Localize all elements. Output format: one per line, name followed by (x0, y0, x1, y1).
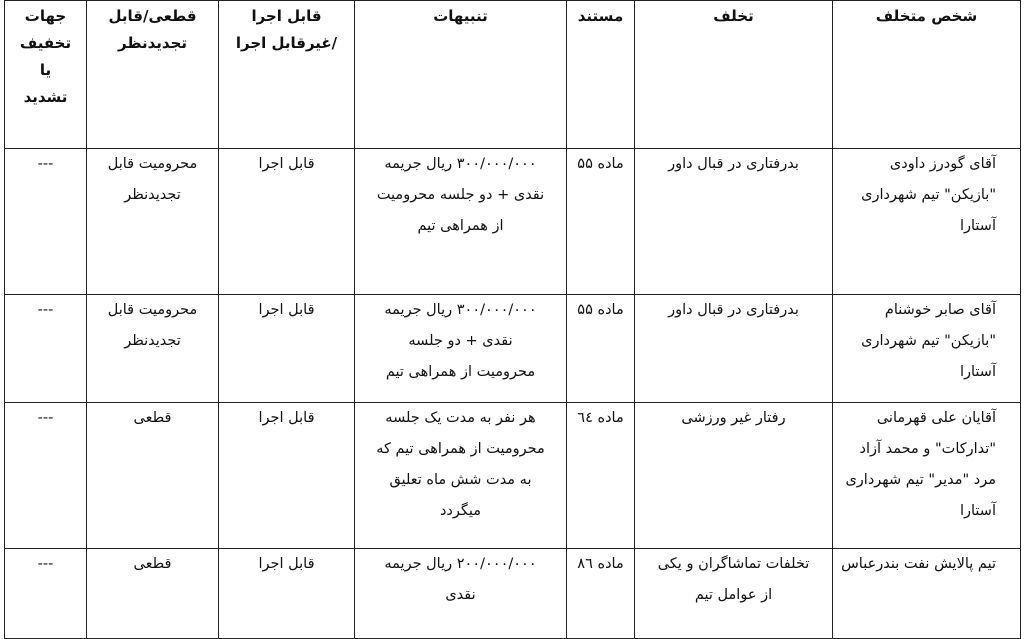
header-article: مستند (567, 1, 635, 149)
header-violation: تخلف (635, 1, 833, 149)
executable-cell: قابل اجرا (219, 149, 355, 295)
violation-cell: بدرفتاری در قبال داور (635, 149, 833, 295)
executable-cell: قابل اجرا (219, 295, 355, 403)
penalties-cell: ۳۰۰/۰۰۰/۰۰۰ ریال جریمه نقدی + دو جلسه محرومیت از همراهی تیم (355, 295, 567, 403)
mitigation-cell: --- (5, 403, 87, 549)
article-cell: ماده ۵۵ (567, 149, 635, 295)
violation-cell: رفتار غیر ورزشی (635, 403, 833, 549)
header-final: قطعی/قابل تجدیدنظر (87, 1, 219, 149)
header-penalties: تنبیهات (355, 1, 567, 149)
table-row (5, 295, 1021, 403)
article-cell: ماده ۵۵ (567, 295, 635, 403)
final-cell: محرومیت قابل تجدیدنظر (87, 149, 219, 295)
violation-cell: تخلفات تماشاگران و یکی از عوامل تیم (635, 549, 833, 639)
penalties-cell: ۲۰۰/۰۰۰/۰۰۰ ریال جریمه نقدی (355, 549, 567, 639)
mitigation-cell: --- (5, 549, 87, 639)
person-cell: آقای صابر خوشنام "بازیکن" تیم شهرداری آستارا (833, 295, 1021, 403)
mitigation-cell: --- (5, 149, 87, 295)
mitigation-cell: --- (5, 295, 87, 403)
person-cell: آقای گودرز داودی "بازیکن" تیم شهرداری آستارا (833, 149, 1021, 295)
rulings-table (4, 0, 1021, 639)
violation-cell: بدرفتاری در قبال داور (635, 295, 833, 403)
article-cell: ماده ٦٤ (567, 403, 635, 549)
table-row (5, 149, 1021, 295)
table-row (5, 403, 1021, 549)
header-mitigation: جهات تخفیف یا تشدید (5, 1, 87, 149)
final-cell: قطعی (87, 549, 219, 639)
executable-cell: قابل اجرا (219, 549, 355, 639)
person-cell: آقایان علی قهرمانی "تدارکات" و محمد آزاد مرد "مدیر" تیم شهرداری آستارا (833, 403, 1021, 549)
header-row (5, 1, 1021, 149)
final-cell: قطعی (87, 403, 219, 549)
executable-cell: قابل اجرا (219, 403, 355, 549)
table-row (5, 549, 1021, 639)
person-cell: تیم پالایش نفت بندرعباس (833, 549, 1021, 639)
penalties-cell: ۳۰۰/۰۰۰/۰۰۰ ریال جریمه نقدی + دو جلسه محرومیت از همراهی تیم (355, 149, 567, 295)
header-person: شخص متخلف (833, 1, 1021, 149)
article-cell: ماده ۸٦ (567, 549, 635, 639)
header-executable: قابل اجرا /غیرقابل اجرا (219, 1, 355, 149)
final-cell: محرومیت قابل تجدیدنظر (87, 295, 219, 403)
penalties-cell: هر نفر به مدت یک جلسه محرومیت از همراهی تیم که به مدت شش ماه تعلیق میگردد (355, 403, 567, 549)
